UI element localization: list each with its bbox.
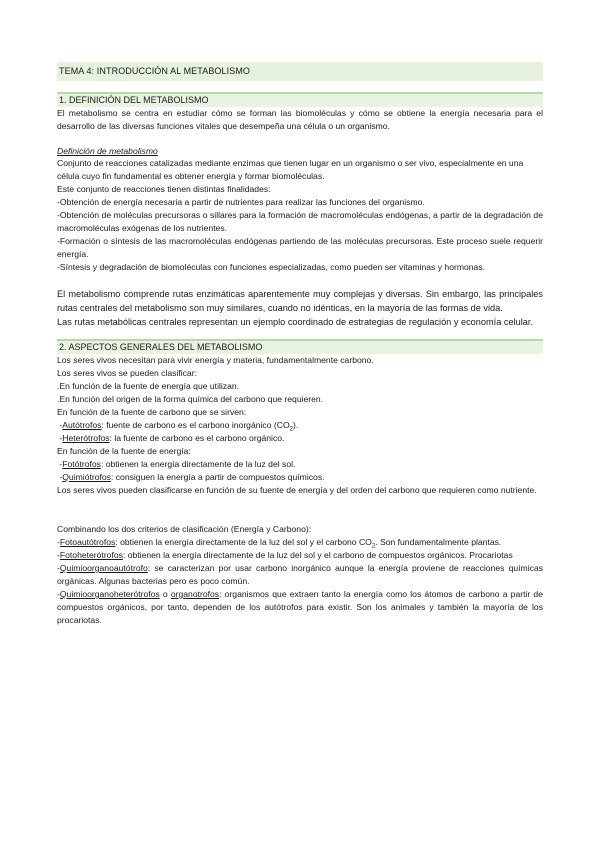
quimiotrofos-text: : consiguen la energía a partir de compuestos químicos. [110,472,325,482]
quimiotrofos-term: Quimiótrofos [62,472,111,482]
central-routes-paragraph: Las rutas metabólicas centrales representan un ejemplo coordinado de estrategias de regulación y economía celular. [57,317,533,327]
quimioorganoautotrofo-term: Quimioorganoautótrofo [59,563,148,573]
fototrofos-line: -Fotótrofos: obtienen la energía directamente de la luz del sol. [57,459,296,469]
fotoheterotrofos-text: : obtienen la energía directamente de la luz del sol y el carbono de compuestos orgánicos. Procariotas [122,550,513,560]
class-carbon: .En función del origen de la forma química del carbono que requieren. [57,394,324,404]
s2-line-2: Los seres vivos se pueden clasificar: [57,368,197,378]
finalities-intro: Este conjunto de reacciones tienen distintas finalidades: [57,184,271,194]
quimiotrofos-line: -Quimiótrofos: consiguen la energía a partir de compuestos químicos. [57,472,325,482]
finality-item: -Obtención de moléculas precursoras o sillares para la formación de macromoléculas endógenas, a partir de la degradación de macromoléculas exógenas de los nutrientes. [57,210,543,233]
fotoheterotrofos-term: Fotoheterótrofos [59,550,123,560]
quimioorganoheterotrofos-item: -Quimioorganoheterótrofos o organotrofos: organismos que extraen tanto la energía como los átomos de carbono a partir de compuestos orgánicos, por tanto, dependen de los autótrofos para existir. Son los animales y también la mayoría de los procariotas. [57,589,543,625]
co2-subscript: 2 [289,426,293,433]
classification-summary: Los seres vivos pueden clasificarse en función de su fuente de energía y del orden del carbono que requieren como nutriente. [57,485,537,495]
s1-intro: El metabolismo se centra en estudiar cómo se forman las biomoléculas y cómo se obtiene la energía necesaria para el desarrollo de las diversas funciones vitales que desempeña una célula o un organismo. [57,108,543,131]
fotoautotrofos-text: : obtienen la energía directamente de la luz del sol y el carbono CO [115,537,372,547]
fototrofos-term: Fotótrofos [62,459,101,469]
autotrofos-line: -Autótrofos: fuente de carbono es el carbono inorgánico $(CO_2)$. [57,420,299,433]
carbon-intro: En función de la fuente de carbono que se sirven: [57,407,247,417]
heterotrofos-line: -Heterótrofos: la fuente de carbono es el carbono orgánico. [57,433,285,443]
quimioorganoautotrofo-text: : se caracterizan por usar carbono inorgánico aunque la energía proviene de reacciones químicas orgánicas. Algunas bacterias pero es poco común. [57,563,543,586]
quimioorganoheterotrofos-term: Quimioorganoheterótrofos [59,589,160,599]
autotrofos-text: : fuente de carbono es el carbono inorgánico (CO [101,420,290,430]
heterotrofos-text: : la fuente de carbono es el carbono orgánico. [109,433,285,443]
fotoautotrofos-term: Fotoautótrofos [59,537,116,547]
definition-title: Definición de metabolismo [57,146,158,156]
fototrofos-text: : obtienen la energía directamente de la luz del sol. [100,459,296,469]
autotrofos-term: Autótrofos [62,420,102,430]
co2-subscript: 2 [371,543,376,550]
definition-text: Conjunto de reacciones catalizadas mediante enzimas que tienen lugar en un organismo o ser vivo, especialmente en una célula cuyo fin fundamental es obtener energía y formar biomoléculas. [57,158,524,181]
combo-intro: Combinando los dos criterios de clasificación (Energía y Carbono): [57,524,312,534]
finality-item: -Síntesis y degradación de biomoléculas con funciones especializadas, como pueden ser vitaminas y hormonas. [57,262,486,272]
autotrofos-end: ). [293,420,299,430]
document-page [57,62,543,627]
energy-intro: En función de la fuente de energía: [57,446,191,456]
finality-item: -Formación o síntesis de las macromoléculas endógenas partiendo de las moléculas precursoras. Este proceso suele requerir energía. [57,236,543,259]
spacer [57,497,543,523]
quimioorganoheterotrofos-text: : organismos que extraen tanto la energía como los átomos de carbono a partir de compuestos orgánicos, por tanto, dependen de los autótrofos para existir. Son los animales y también la mayoría de los procariotas. [57,589,543,625]
class-energy: .En función de la fuente de energía que utilizan. [57,381,240,391]
organotrofos-term: organotrofos [170,589,220,599]
quimioorganoautotrofo-item: -Quimioorganoautótrofo: se caracterizan por usar carbono inorgánico aunque la energía proviene de reacciones químicas orgánicas. Algunas bacterias pero es poco común. [57,563,543,586]
connector-text: o [159,589,171,599]
section-1-heading: 1. DEFINICIÓN DEL METABOLISMO [57,92,543,107]
fotoautotrofos-item: -Fotoautótrofos: obtienen la energía directamente de la luz del sol y el carbono $CO_2$. Son fundamentalmente plantas. [57,537,502,550]
routes-paragraph: El metabolismo comprende rutas enzimáticas aparentemente muy complejas y diversas. Sin embargo, las principales rutas centrales del metabolismo son muy similares, cuando no idénticas, en la mayoría de las formas de vida. [57,289,543,313]
finality-item: -Obtención de energía necesaria a partir de nutrientes para realizar las funciones del organismo. [57,197,425,207]
spacer [57,274,543,287]
fotoheterotrofos-item: -Fotoheterótrofos: obtienen la energía directamente de la luz del sol y el carbono de compuestos orgánicos. Procariotas [57,550,513,560]
fotoautotrofos-end: . Son fundamentalmente plantas. [375,537,502,547]
heterotrofos-term: Heterótrofos [62,433,110,443]
document-title: TEMA 4: INTRODUCCIÓN AL METABOLISMO [57,62,543,81]
s2-line-1: Los seres vivos necesitan para vivir energía y materia, fundamentalmente carbono. [57,355,374,365]
section-2-heading: 2. ASPECTOS GENERALES DEL METABOLISMO [57,339,543,354]
